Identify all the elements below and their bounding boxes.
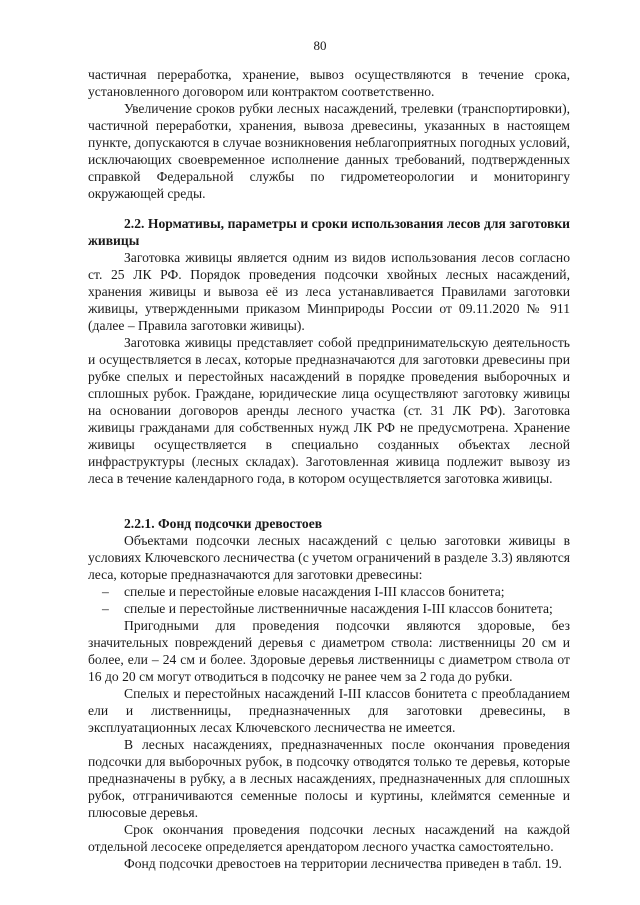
list-item [88,583,570,600]
dash-marker: – [102,601,109,616]
paragraph: Срок окончания проведения подсочки лесных насаждений на каждой отдельной лесосеке определяется арендатором лесного участка самостоятельно. [88,822,570,854]
paragraph: Объектами подсочки лесных насаждений с целью заготовки живицы в условиях Ключевского лесничества (с учетом ограничений в разделе 3.3) являются леса, которые предназначаются для заготовки древесины: [88,533,570,582]
paragraph: В лесных насаждениях, предназначенных после окончания проведения подсочки для выборочных рубок, в подсочку отводятся только те деревья, которые предназначены в рубку, а в лесных насаждениях, предназначенных для сплошных рубок, отграничиваются семенные полосы и куртины, клеймятся семенные и плюсовые деревья. [88,737,570,820]
bullet-list [88,583,570,617]
paragraph: Спелых и перестойных насаждений I-III классов бонитета с преобладанием ели и лиственницы, предназначенных для заготовки древесины, в эксплуатационных лесах Ключевского лесничества не имеется. [88,686,570,735]
paragraph: частичная переработка, хранение, вывоз осуществляются в течение срока, установленного договором или контрактом соответственно. [88,67,570,99]
dash-marker: – [102,584,109,599]
list-item-text: спелые и перестойные еловые насаждения I-III классов бонитета; [124,584,505,599]
section-heading: 2.2. Нормативы, параметры и сроки использования лесов для заготовки живицы [88,216,570,248]
paragraph: Пригодными для проведения подсочки являются здоровые, без значительных повреждений деревья с диаметром ствола: лиственницы 20 см и более, ели – 24 см и более. Здоровые деревья лиственницы с диаметром ствола от 16 до 20 см могут отводиться в подсочку не ранее чем за 2 года до рубки. [88,618,570,684]
subsection-heading: 2.2.1. Фонд подсочки древостоев [124,516,323,531]
paragraph: Заготовка живицы представляет собой предпринимательскую деятельность и осуществляется в лесах, которые предназначаются для заготовки древесины при рубке спелых и перестойных насаждений в порядке проведения выборочных и сплошных рубок. Граждане, юридические лица осуществляют заготовку живицы на основании договоров аренды лесного участка (ст. 31 ЛК РФ). Заготовка живицы гражданами для собственных нужд ЛК РФ не предусмотрена. Хранение живицы осуществляется в специально созданных объектах лесной инфраструктуры (лесных складах). Заготовленная живица подлежит вывозу из леса в течение календарного года, в котором осуществляется заготовка живицы. [88,335,570,486]
paragraph: Фонд подсочки древостоев на территории лесничества приведен в табл. 19. [124,856,562,871]
paragraph: Увеличение сроков рубки лесных насаждений, трелевки (транспортировки), частичной переработки, хранения, вывоза древесины, указанных в настоящем пункте, допускаются в случае возникновения неблагоприятных погодных условий, исключающих своевременное исполнение данных требований, подтвержденных справкой Федеральной службы по гидрометеорологии и мониторингу окружающей среды. [88,101,570,201]
page-number: 80 [313,38,327,53]
paragraph: Заготовка живицы является одним из видов использования лесов согласно ст. 25 ЛК РФ. Порядок проведения подсочки хвойных лесных насаждений, хранения живицы и вывоза её из леса устанавливается Правилами заготовки живицы, утвержденными приказом Минприроды России от 09.11.2020 № 911 (далее – Правила заготовки живицы). [88,250,570,333]
list-item-text: спелые и перестойные лиственничные насаждения I-III классов бонитета; [124,601,553,616]
page-content [88,66,570,872]
list-item [88,600,570,617]
